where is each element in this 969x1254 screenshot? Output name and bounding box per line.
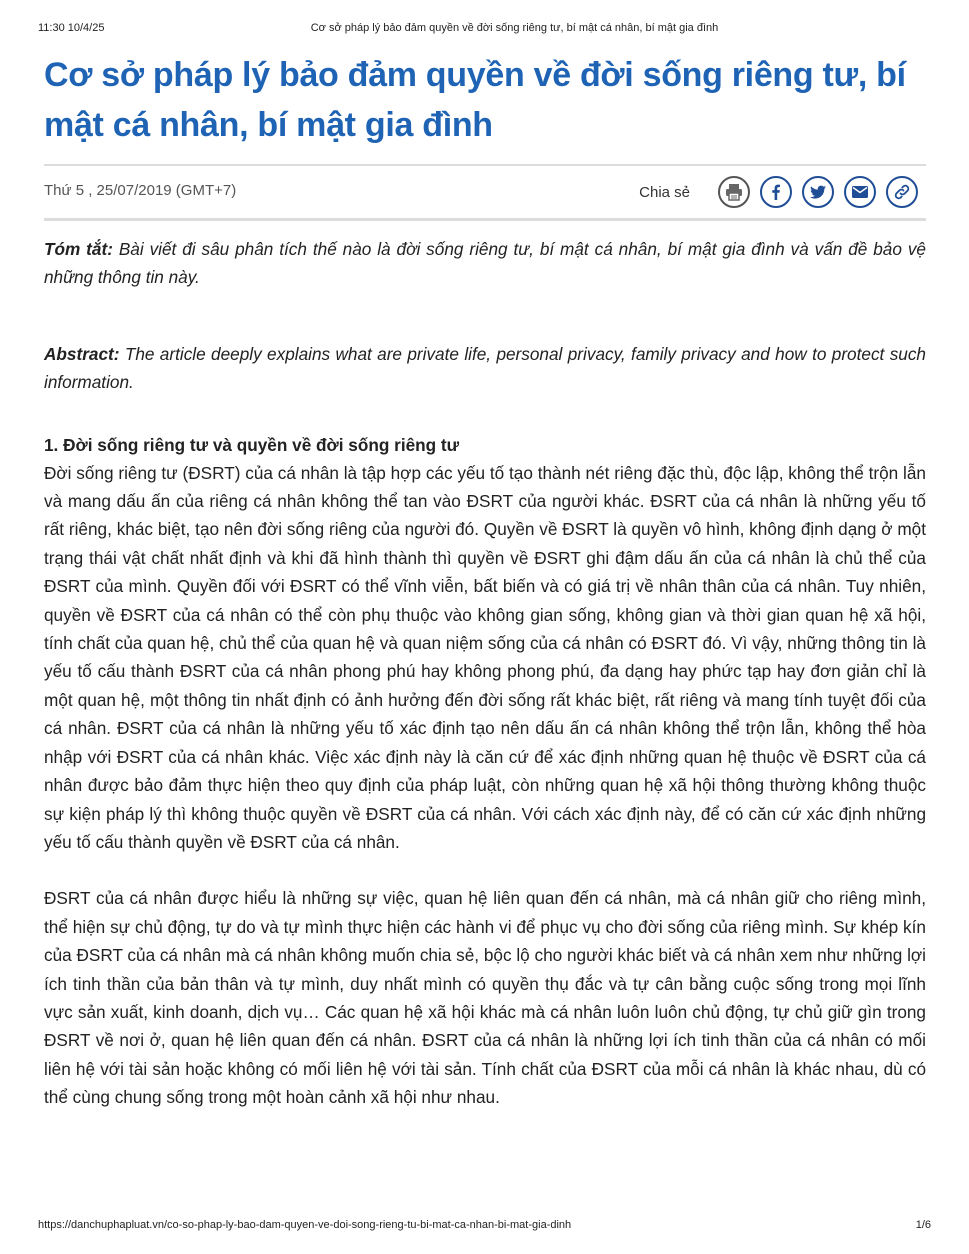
- print-timestamp: 11:30 10/4/25: [38, 22, 105, 34]
- summary-label: Tóm tắt:: [44, 239, 113, 259]
- page-number: 1/6: [915, 1219, 931, 1231]
- copy-link-button[interactable]: [886, 176, 918, 208]
- print-button[interactable]: [718, 176, 750, 208]
- link-icon: [892, 182, 912, 202]
- abstract-text: The article deeply explains what are private life, personal privacy, family privacy and how to protect such information.: [44, 343, 926, 393]
- abstract-label: Abstract:: [44, 343, 120, 364]
- facebook-share-button[interactable]: [760, 176, 792, 208]
- email-share-button[interactable]: [844, 176, 876, 208]
- share-bar: [639, 174, 918, 210]
- article-title: Cơ sở pháp lý bảo đảm quyền về đời sống riêng tư, bí mật cá nhân, bí mật gia đình: [44, 56, 906, 144]
- facebook-icon: [766, 182, 786, 202]
- section-heading: 1. Đời sống riêng tư và quyền về đời sống riêng tư: [44, 434, 460, 455]
- printer-icon: [724, 182, 744, 202]
- article: [44, 50, 926, 1112]
- print-footer: [38, 1219, 931, 1235]
- publish-date: Thứ 5 , 25/07/2019 (GMT+7): [44, 182, 237, 199]
- twitter-icon: [808, 182, 828, 202]
- print-header: [38, 22, 931, 38]
- email-icon: [850, 182, 870, 202]
- print-page-title: Cơ sở pháp lý bảo đảm quyền về đời sống riêng tư, bí mật cá nhân, bí mật gia đình: [310, 22, 719, 34]
- share-label: Chia sẻ: [639, 183, 690, 201]
- page-url: https://danchuphapluat.vn/co-so-phap-ly-bao-dam-quyen-ve-doi-song-rieng-tu-bi-mat-ca-nhan-bi-mat-gia-dinh: [38, 1219, 572, 1231]
- body-paragraph: Đời sống riêng tư (ĐSRT) của cá nhân là tập hợp các yếu tố tạo thành nét riêng đặc thù, độc lập, không thể trộn lẫn và mang dấu ấn của riêng cá nhân không thể tan vào ĐSRT của người khác. ĐSRT của cá nhân là những yếu tố rất riêng, khác biệt, tạo nên đời sống riêng của người đó. Quyền về ĐSRT là quyền vô hình, không định dạng ở một trạng thái vật chất nhất định và khi đã hình thành thì quyền về ĐSRT ghi đậm dấu ấn của cá nhân là chủ thể của ĐSRT của mình. Quyền đối với ĐSRT có thể vĩnh viễn, bất biến và có giá trị về nhân thân của cá nhân. Tuy nhiên, quyền về ĐSRT của cá nhân có thể còn phụ thuộc vào không gian sống, không gian và thời gian quan hệ xã hội, tính chất của quan hệ, chủ thể của quan hệ và quan niệm sống của cá nhân có ĐSRT đó. Vì vậy, những thông tin là yếu tố cấu thành ĐSRT của cá nhân phong phú hay không phong phú, đa dạng hay phức tạp hay đơn giản chỉ là một quan hệ, một thông tin nhất định có ảnh hưởng đến đời sống rất khác biệt, rất riêng và mang tính tuyệt đối của cá nhân. ĐSRT của cá nhân là những yếu tố xác định tạo nên dấu ấn cá nhân không thể trộn lẫn, không thể hòa nhập với ĐSRT của cá nhân khác. Việc xác định này là căn cứ để xác định những quan hệ thuộc về ĐSRT của cá nhân được bảo đảm thực hiện theo quy định của pháp luật, còn những quan hệ xã hội thông thường không thuộc sự kiện pháp lý thì không thuộc quyền về ĐSRT của cá nhân. Với cách xác định này, để có căn cứ xác định những yếu tố cấu thành quyền về ĐSRT của cá nhân.: [44, 462, 926, 852]
- article-summary: [44, 235, 926, 292]
- twitter-share-button[interactable]: [802, 176, 834, 208]
- article-abstract: [44, 340, 926, 397]
- body-paragraph: ĐSRT của cá nhân được hiểu là những sự việc, quan hệ liên quan đến cá nhân, mà cá nhân giữ cho riêng mình, thể hiện sự chủ động, tự do và tự mình thực hiện các hành vi để phục vụ cho đời sống của riêng mình. Sự khép kín của ĐSRT của cá nhân mà cá nhân không muốn chia sẻ, bộc lộ cho người khác biết và cá nhân xem như những lợi ích tinh thần của bản thân và tự mình, duy nhất mình có quyền thụ đắc và tự cân bằng cuộc sống trong mọi lĩnh vực sản xuất, kinh doanh, dịch vụ… Các quan hệ xã hội khác mà cá nhân luôn luôn chủ động, tự chủ giữ gìn trong ĐSRT về nơi ở, quan hệ liên quan đến cá nhân. ĐSRT của cá nhân là những lợi ích tinh thần của cá nhân có mối liên hệ với tài sản hoặc không có mối liên hệ với tài sản. Tính chất của ĐSRT của mỗi cá nhân là khác nhau, dù có thể cùng chung sống trong một hoàn cảnh xã hội như nhau.: [44, 888, 926, 1108]
- summary-text: Bài viết đi sâu phân tích thế nào là đời sống riêng tư, bí mật cá nhân, bí mật gia đình và vấn đề bảo vệ những thông tin này.: [44, 239, 926, 288]
- article-meta-row: [44, 164, 926, 221]
